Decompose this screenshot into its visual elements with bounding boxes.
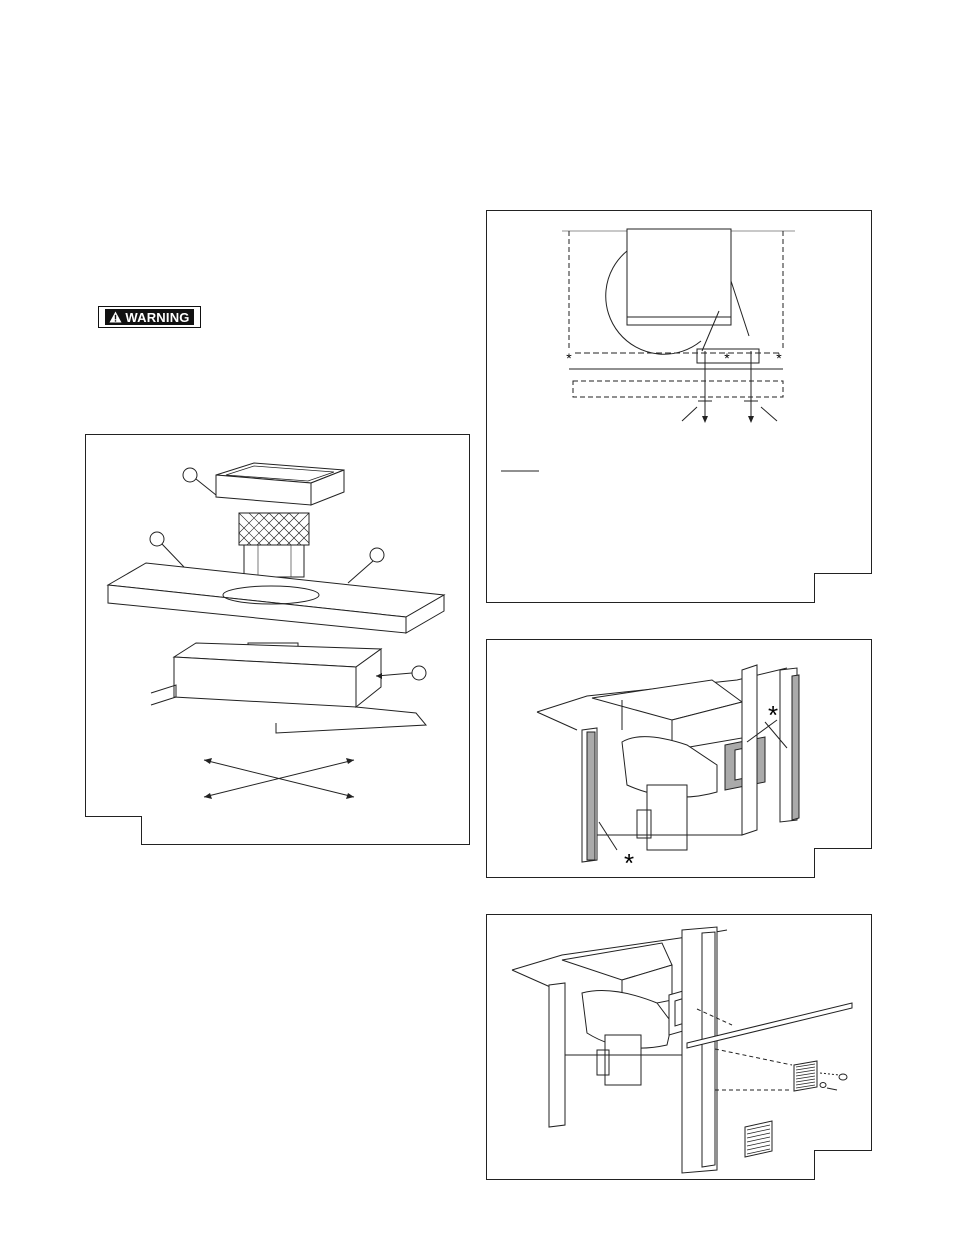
figure-2-panel xyxy=(486,210,872,603)
figure-3-drawing xyxy=(487,640,873,879)
warning-badge xyxy=(105,309,193,325)
figure-3-tag xyxy=(814,848,872,878)
fig2-star-left: * xyxy=(566,350,572,366)
figure-3-panel xyxy=(486,639,872,878)
fig2-star-right: * xyxy=(776,350,782,366)
fig3-asterisk-top: * xyxy=(767,700,779,730)
figure-1-panel xyxy=(85,434,470,845)
warning-text: WARNING xyxy=(125,309,190,325)
figure-1-drawing xyxy=(86,435,471,846)
figure-1-tag xyxy=(85,816,142,845)
figure-2-drawing xyxy=(487,211,873,604)
figure-4-panel xyxy=(486,914,872,1180)
figure-4-drawing xyxy=(487,915,873,1181)
figure-4-tag xyxy=(814,1150,872,1180)
warning-triangle-icon xyxy=(109,311,122,323)
figure-2-tag xyxy=(814,573,872,603)
warning-label xyxy=(98,306,201,328)
fig3-asterisk-bottom: * xyxy=(623,848,635,878)
fig2-star-center: * xyxy=(724,350,730,366)
